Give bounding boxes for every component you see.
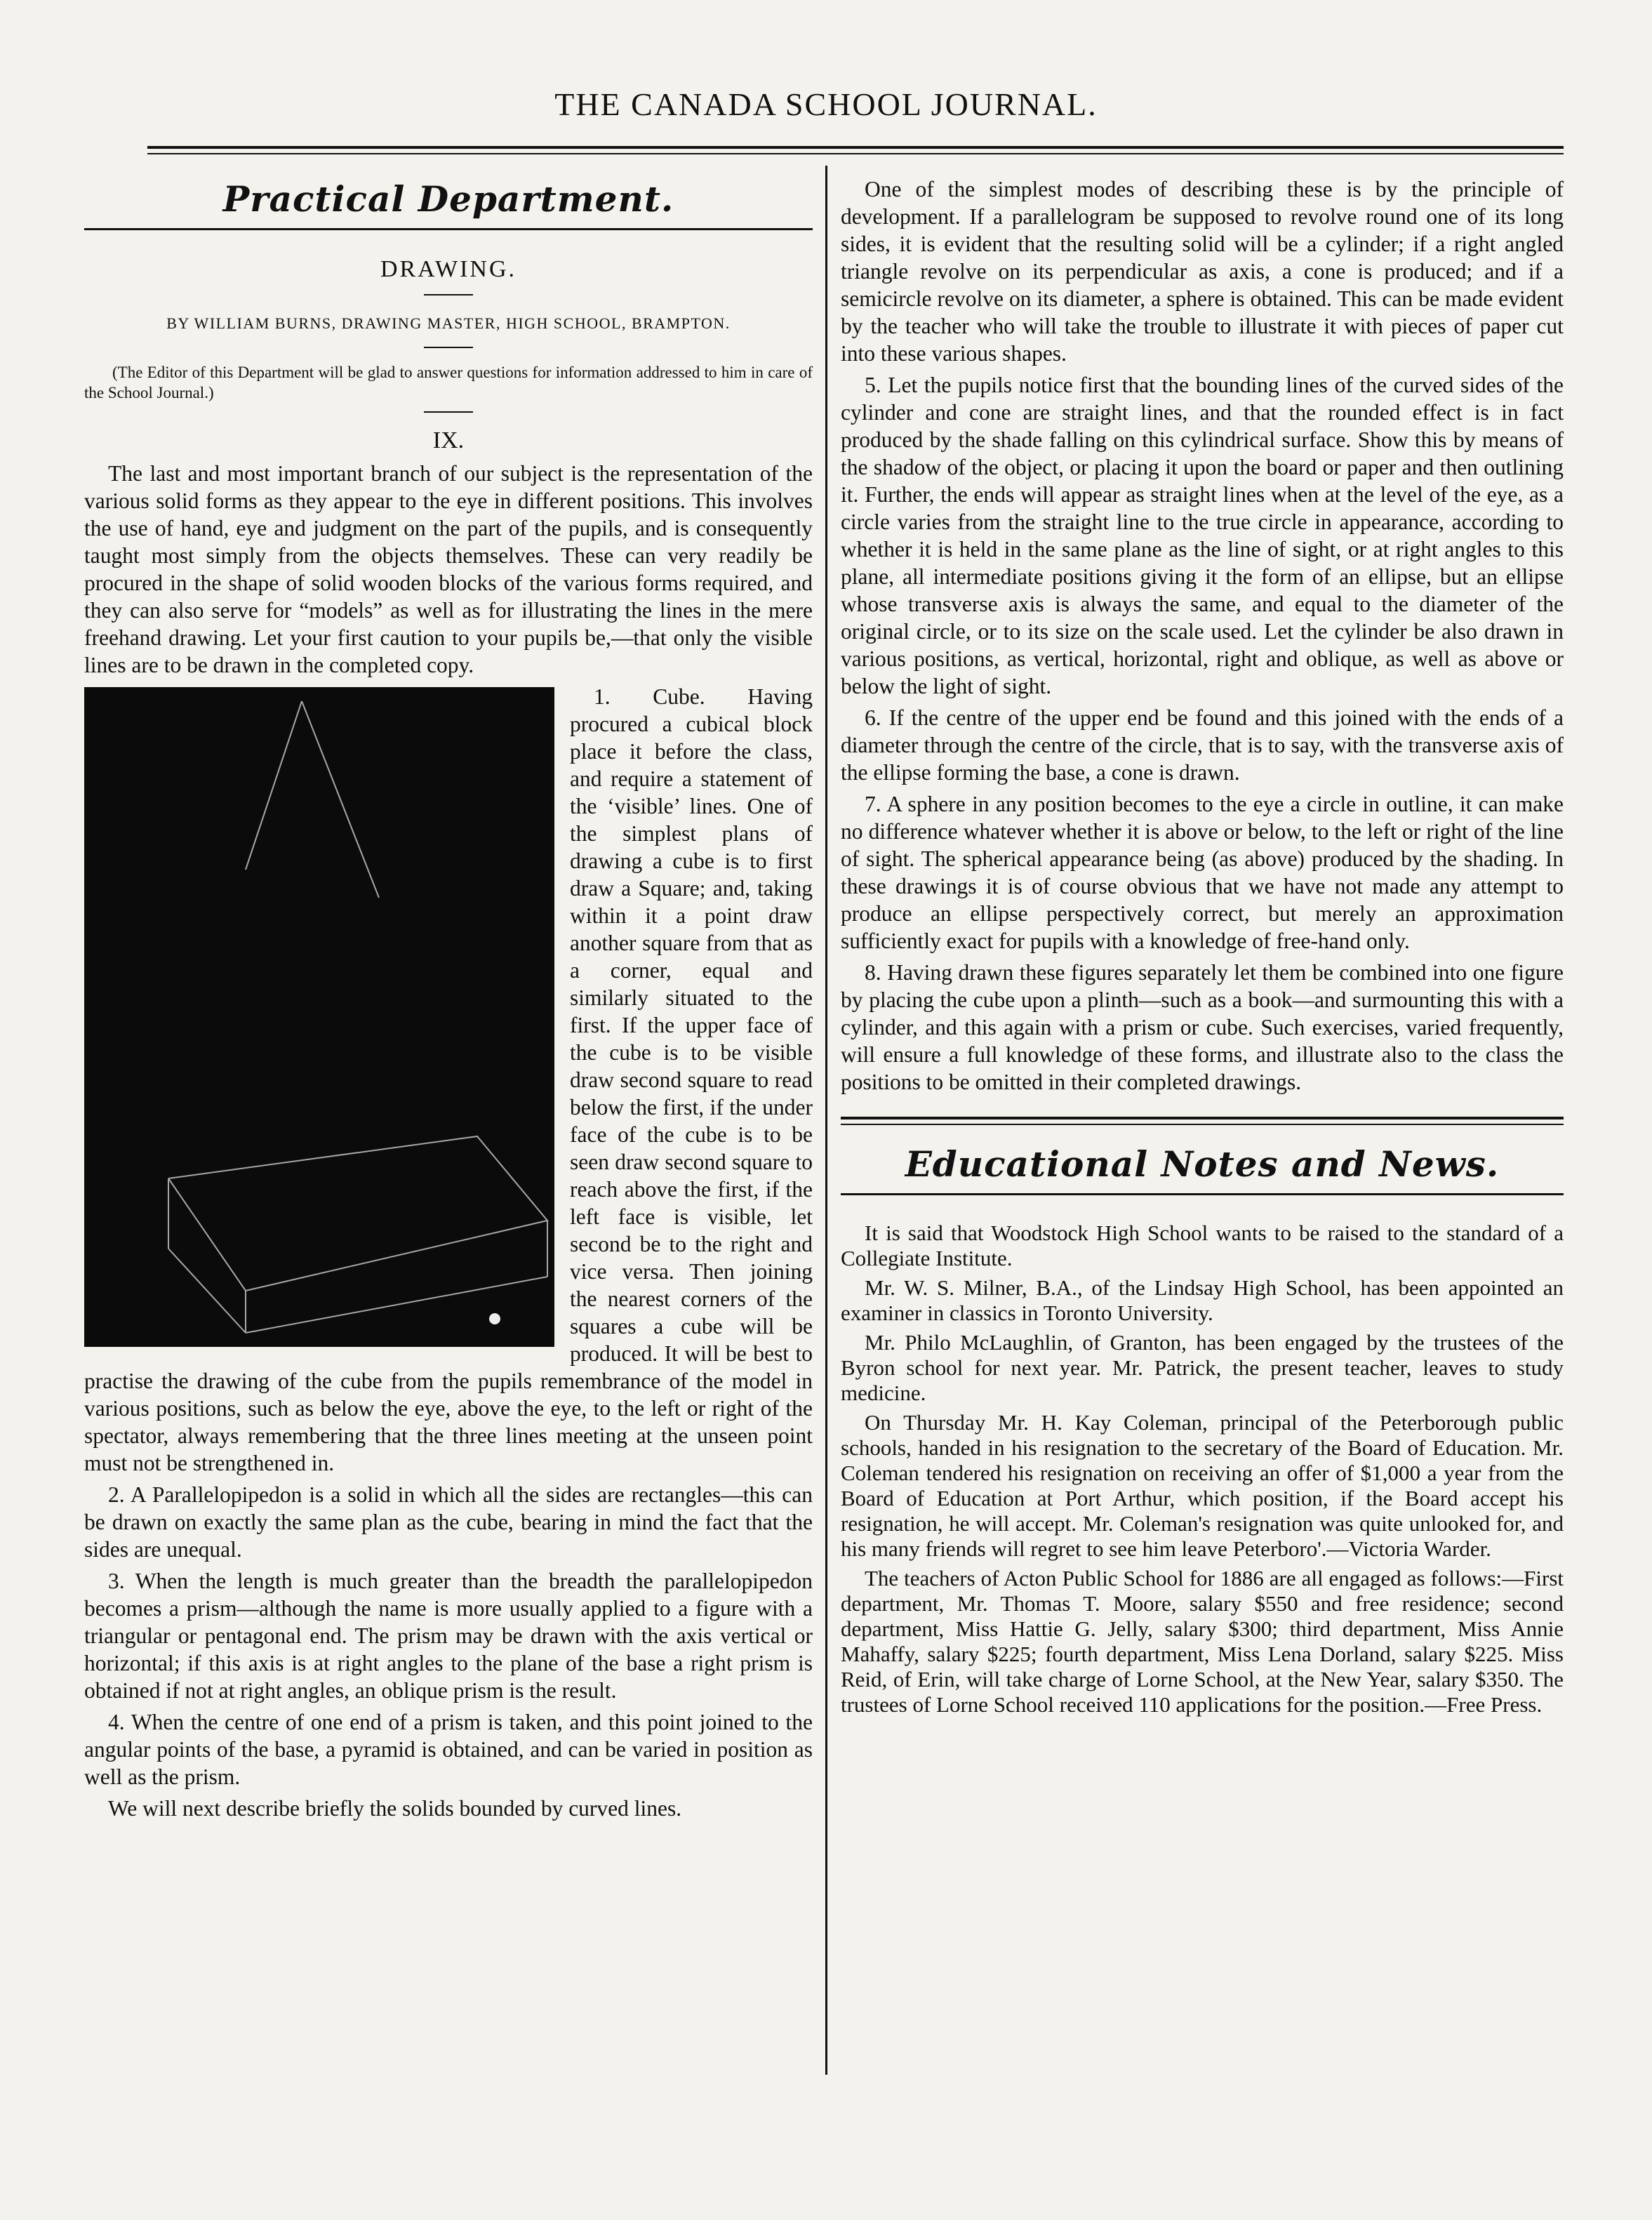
column-divider bbox=[825, 166, 827, 2075]
paragraph: We will next describe briefly the solids bounded by curved lines. bbox=[108, 1796, 682, 1821]
cube-drawing bbox=[84, 687, 554, 1347]
paragraph: The last and most important branch of our subject is the representation of the various solid forms as they appear to the eye in different positions. This involves the use of hand, eye and judgment on the part of the pupils, and is consequently taught most simply from the objects themselves. These can very readily be procured in the shape of solid wooden blocks of the various forms required, and they can also serve for “models” as well as for illustrating the lines in the mere freehand drawing. Let your first caution to your pupils be,—that only the visible lines are to be drawn in the completed copy. bbox=[84, 461, 813, 677]
news-item: On Thursday Mr. H. Kay Coleman, principal of the Peterborough public schools, handed in his resignation to the secretary of the Board of Education. Mr. Coleman tendered his resignation on receiving an offer of $1,000 a year from the Board of Education at Port Arthur, which position, if the Board accept his resignation, he will accept. Mr. Coleman's resignation was quite unlooked for, and his many friends will regret to see him leave Peterboro'.—Victoria Warder. bbox=[841, 1410, 1564, 1561]
news-item: Mr. W. S. Milner, B.A., of the Lindsay High School, has been appointed an examiner in classics in Toronto University. bbox=[841, 1275, 1564, 1325]
section-rule bbox=[84, 228, 813, 230]
paragraph: 6. If the centre of the upper end be found and this joined with the ends of a diameter through the centre of the circle, that is to say, with the transverse axis of the ellipse forming the base, a cone is drawn. bbox=[841, 705, 1564, 785]
section-title-practical: Practical Department. bbox=[222, 178, 674, 220]
paragraph: 8. Having drawn these figures separately let them be combined into one figure by placing the cube upon a plinth—such as a book—and surmounting this with a cylinder, and this again with a prism or cube. Such exercises, varied frequently, will ensure a full knowledge of these forms, and illustrate also to the class the positions to be omitted in their completed drawings. bbox=[841, 960, 1564, 1094]
masthead: THE CANADA SCHOOL JOURNAL. bbox=[554, 86, 1098, 122]
part-numeral: IX. bbox=[432, 427, 465, 453]
cube-figure bbox=[84, 687, 554, 1347]
figure-mark-icon bbox=[489, 1313, 500, 1324]
left-column bbox=[84, 175, 813, 1826]
paragraph: 5. Let the pupils notice first that the bounding lines of the curved sides of the cylinder and cone are straight lines, and that the rounded effect is in fact produced by the shade falling on this cylindrical surface. Show this by means of the shadow of the object, or placing it upon the board or paper and then outlining it. Further, the ends will appear as straight lines when at the level of the eye, as a circle varies from the straight line to the true circle in appearance, according to whether it is held in the same plane as the line of sight, or at right angles to this plane, all intermediate positions giving it the form of an ellipse, but an ellipse whose transverse axis is always the same, and equal to the diameter of the original circle, or to its size on the scale used. Let the cylinder be also drawn in various positions, as vertical, horizontal, right and oblique, as well as above or below the light of sight. bbox=[841, 373, 1564, 698]
news-title-rule bbox=[841, 1193, 1564, 1195]
byline: BY WILLIAM BURNS, DRAWING MASTER, HIGH SCHOOL, BRAMPTON. bbox=[166, 314, 731, 332]
editor-note: (The Editor of this Department will be glad to answer questions for information addressed to him in care of the School Journal.) bbox=[84, 364, 813, 401]
news-items bbox=[841, 1221, 1564, 1717]
byline-rule bbox=[424, 347, 473, 348]
paragraph: 4. When the centre of one end of a prism is taken, and this point joined to the angular points of the base, a pyramid is obtained, and can be varied in position as well as the prism. bbox=[84, 1710, 813, 1789]
paragraph: 2. A Parallelopipedon is a solid in which all the sides are rectangles—this can be drawn on exactly the same plan as the cube, bearing in mind the fact that the sides are unequal. bbox=[84, 1482, 813, 1562]
news-item: Mr. Philo McLaughlin, of Granton, has been engaged by the trustees of the Byron school for next year. Mr. Patrick, the present teacher, leaves to study medicine. bbox=[841, 1330, 1564, 1405]
masthead-rule-bottom bbox=[147, 153, 1564, 154]
masthead-rule-top bbox=[147, 146, 1564, 149]
news-item: It is said that Woodstock High School wants to be raised to the standard of a Collegiate Institute. bbox=[841, 1221, 1564, 1270]
right-column bbox=[841, 175, 1564, 1722]
paragraph: One of the simplest modes of describing these is by the principle of development. If a parallelogram be supposed to revolve round one of its long sides, it is evident that the resulting solid will be a cylinder; if a right angled triangle revolve on its perpendicular as axis, a cone is produced; and if a semicircle revolve on its diameter, a sphere is obtained. This can be made evident by the teacher who will take the trouble to illustrate it with pieces of paper cut into these various shapes. bbox=[841, 177, 1564, 366]
paragraph: 1. Cube. Having procured a cubical block place it before the class, and require a statement of the ‘visible’ lines. One of the simplest plans of drawing a cube is to first draw a Square; and, taking within it a point draw another square from that as a corner, equal and similarly situated to the first. If the upper face of the cube is to be visible draw second square to read below the first, if the under face of the cube is to be seen draw second square to reach above the first, if the left face is visible, let second be to the right and vice versa. Then joining the nearest corners of the squares a cube will be produced. It will be best to practise the drawing of the cube from the pupils remembrance of the model in various positions, such as below the eye, above the eye, to the left or right of the spectator, always remembering that the three lines meeting at the unseen point must not be strengthened in. bbox=[84, 684, 813, 1475]
news-rule bbox=[841, 1117, 1564, 1125]
paragraph: 7. A sphere in any position becomes to the eye a circle in outline, it can make no difference whatever whether it is above or below, to the left or right of the line of sight. The spherical appearance being (as above) produced by the shading. In these drawings it is of course obvious that we have not made any attempt to produce an ellipse perspectively correct, but merely an approximation sufficiently exact for pupils with a knowledge of free-hand only. bbox=[841, 792, 1564, 953]
news-item: The teachers of Acton Public School for 1886 are all engaged as follows:—First department, Mr. Thomas T. Moore, salary $550 and free residence; second department, Miss Hattie G. Jelly, salary $300; third department, Miss Annie Mahaffy, salary $225; fourth department, Miss Lena Dorland, salary $225. Miss Reid, of Erin, will take charge of Lorne School, at the New Year, salary $350. The trustees of Lorne School received 110 applications for the position.—Free Press. bbox=[841, 1566, 1564, 1717]
title-rule bbox=[424, 294, 473, 295]
section-title-news: Educational Notes and News. bbox=[905, 1143, 1500, 1185]
note-rule bbox=[424, 411, 473, 413]
article-title: DRAWING. bbox=[380, 256, 517, 282]
paragraph: 3. When the length is much greater than the breadth the parallelopipedon becomes a prism—although the name is more usually applied to a figure with a triangular or pentagonal end. The prism may be drawn with the axis vertical or horizontal; if this axis is at right angles to the plane of the base a right prism is obtained if not at right angles, an oblique prism is the result. bbox=[84, 1569, 813, 1703]
